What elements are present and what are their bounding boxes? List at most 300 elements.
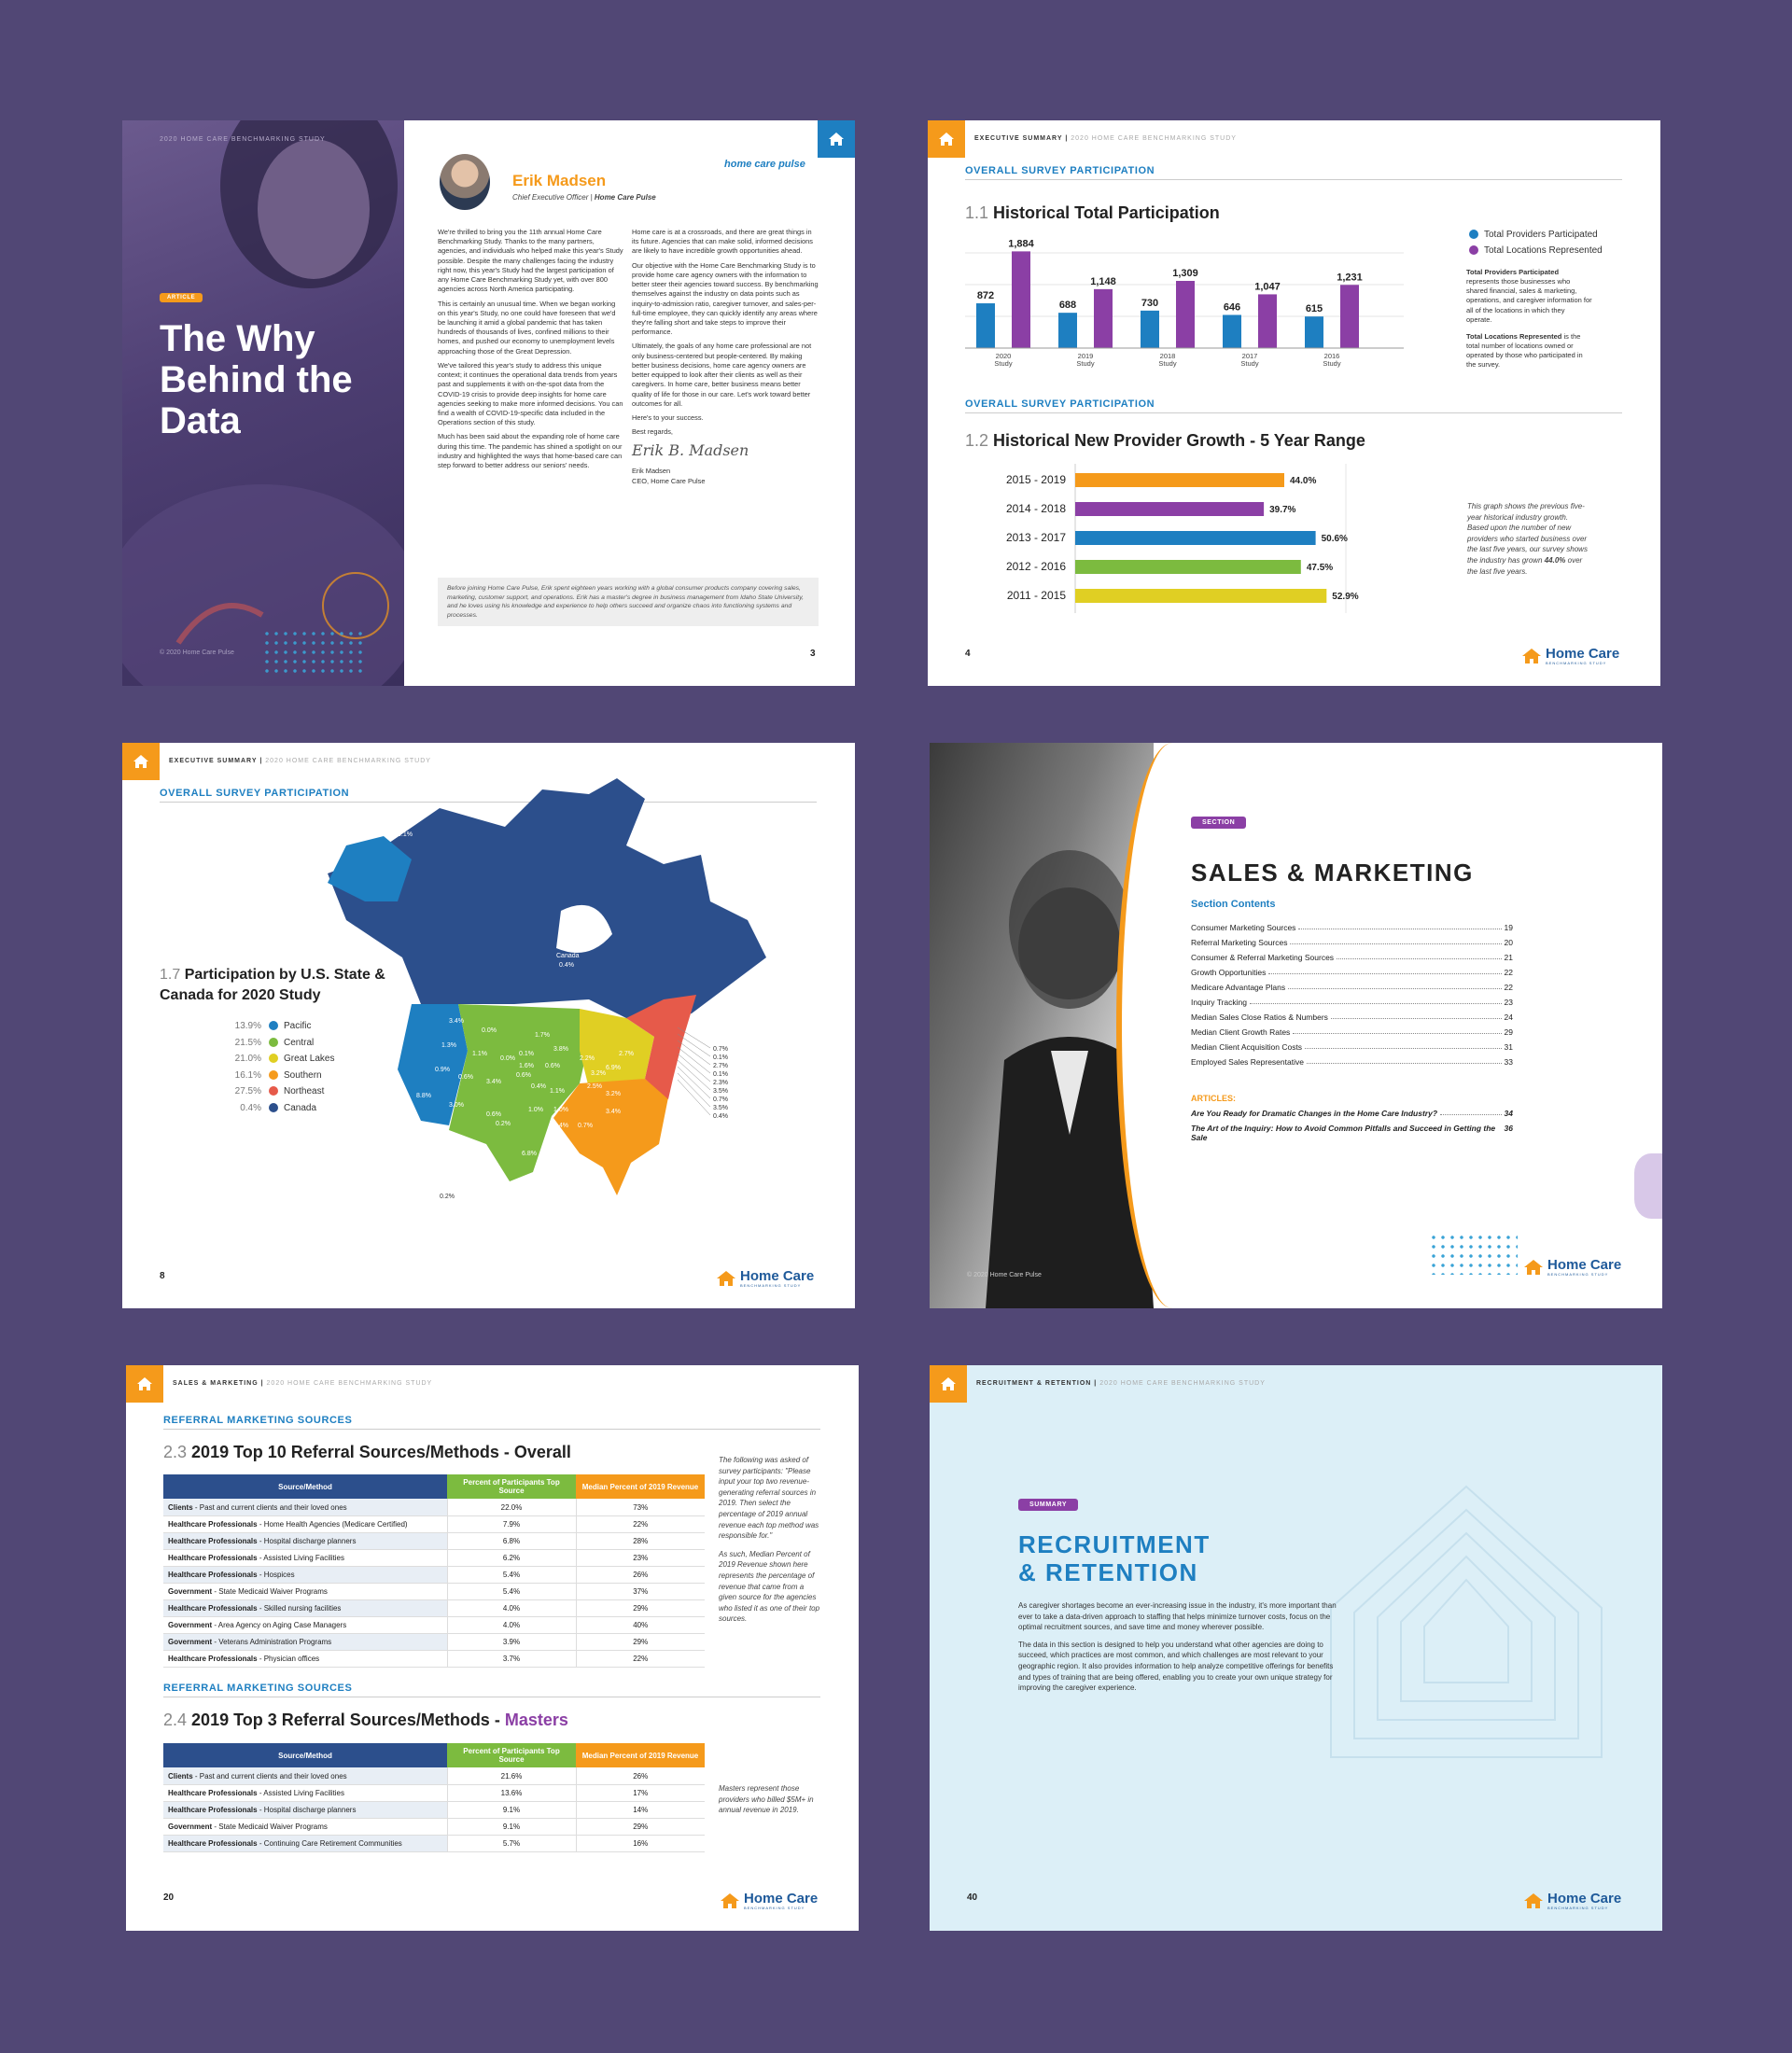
data-label: 1,047: [1254, 281, 1281, 293]
letter-column-2: [632, 228, 819, 486]
legend-label: Northeast: [284, 1086, 325, 1096]
para: Best regards,: [632, 427, 673, 437]
category-label: Study: [1076, 359, 1095, 368]
data-label: 730: [1141, 297, 1159, 309]
summary-badge: SUMMARY: [1018, 1499, 1078, 1511]
category-label: 2012 - 2016: [1005, 560, 1066, 573]
section-label: REFERRAL MARKETING SOURCES: [163, 1415, 353, 1426]
source-cell: Healthcare Professionals - Hospital discharge planners: [163, 1801, 447, 1818]
bar: [1058, 313, 1077, 348]
toc-title: Consumer & Referral Marketing Sources: [1191, 953, 1335, 962]
median-cell: 23%: [576, 1549, 705, 1566]
category-label: 2013 - 2017: [1005, 531, 1066, 544]
data-label: 52.9%: [1332, 592, 1359, 602]
bar: [1340, 285, 1359, 348]
brand-sub: BENCHMARKING STUDY: [1546, 661, 1607, 665]
article-badge: ARTICLE: [160, 293, 203, 302]
col-median: Median Percent of 2019 Revenue: [576, 1743, 705, 1767]
map-label: 6.8%: [522, 1151, 537, 1157]
home-icon-badge: [930, 1365, 967, 1403]
legend-item: [230, 1100, 334, 1117]
title-text: Historical Total Participation: [993, 203, 1220, 222]
table-row: [163, 1566, 705, 1583]
copyright: © 2020 Home Care Pulse: [967, 1272, 1042, 1278]
toc-leader: [1337, 953, 1501, 959]
chart-title-2: [965, 431, 1365, 451]
house-logo-icon: [1523, 1892, 1544, 1909]
study-label: 2020 HOME CARE BENCHMARKING STUDY: [160, 136, 326, 143]
toc-leader: [1305, 1042, 1501, 1049]
header-study: 2020 HOME CARE BENCHMARKING STUDY: [1099, 1380, 1266, 1387]
central-region: [449, 1004, 589, 1181]
dots-pattern: [1429, 1233, 1518, 1275]
leader-line: [678, 1060, 710, 1090]
signer-name: Erik Madsen: [632, 467, 671, 476]
toc-page: 19: [1504, 923, 1513, 932]
legend-item: [230, 1035, 334, 1052]
data-label: 47.5%: [1306, 563, 1334, 573]
legend-label: Great Lakes: [284, 1054, 335, 1064]
median-cell: 26%: [576, 1767, 705, 1784]
house-icon: [938, 132, 955, 147]
def-1-bold: Total Providers Participated: [1466, 268, 1560, 276]
leader-line: [678, 1047, 710, 1073]
author-name: Erik Madsen: [512, 172, 607, 189]
title-num: 1.7: [160, 967, 181, 983]
toc-page: 21: [1504, 953, 1513, 962]
home-icon-badge: [126, 1365, 163, 1403]
col-median: Median Percent of 2019 Revenue: [576, 1474, 705, 1499]
page-header: EXECUTIVE SUMMARY | 2020 HOME CARE BENCHMARKING STUDY: [974, 135, 1237, 142]
ne-state-label: 0.7%: [713, 1046, 728, 1053]
chart2-caption: [1467, 501, 1589, 577]
hcp-logo: home care pulse: [724, 159, 805, 170]
house-logo-icon: [716, 1270, 736, 1287]
data-label: 1,231: [1337, 272, 1363, 284]
bar: [1305, 316, 1323, 348]
percent-cell: 22.0%: [447, 1499, 576, 1515]
table-row: [163, 1818, 705, 1835]
brand-logo: [1523, 1892, 1621, 1910]
toc-leader: [1440, 1109, 1501, 1115]
title-num: 1.1: [965, 203, 989, 222]
map-label: 0.4%: [531, 1083, 546, 1090]
toc-item[interactable]: [1191, 923, 1513, 932]
referral-table-overall: [163, 1474, 705, 1668]
source-cell: Clients - Past and current clients and their loved ones: [163, 1499, 447, 1515]
map-label: 0.4%: [553, 1123, 568, 1129]
source-cell: Government - State Medicaid Waiver Programs: [163, 1583, 447, 1599]
bar: [1141, 311, 1159, 348]
bar: [1075, 473, 1284, 487]
legend-dot: [1469, 230, 1478, 239]
map-label: 2.5%: [587, 1083, 602, 1090]
table-row: [163, 1835, 705, 1851]
toc-page: 33: [1504, 1057, 1513, 1067]
section-title: SALES & MARKETING: [1191, 859, 1474, 887]
toc-item[interactable]: [1191, 938, 1513, 947]
map-label: 0.0%: [500, 1055, 515, 1062]
toc-page: 36: [1504, 1124, 1513, 1133]
ne-state-label: 0.4%: [713, 1113, 728, 1120]
para: We're thrilled to bring you the 11th annual Home Care Benchmarking Study. Thanks to the many partners, agencies, and individuals who helped make this year's Study possible. Despite the many challenges facing the industry right now, this year's Study had the largest participation of any Home Care Benchmarking Study yet, with over 800 agencies across North America participating.: [438, 228, 623, 294]
source-cell: Government - Area Agency on Aging Case Managers: [163, 1616, 447, 1633]
para: Our objective with the Home Care Benchmarking Study is to provide home care agency owners with the information to better steer their agencies toward success. By benchmarking themselves against the industry on data points such as inquiry-to-admission ratio, caregiver turnover, and sales-per-full-time employee, they can quickly identify any areas where they're falling short and take steps to improve their performance.: [632, 260, 819, 337]
map-label: 1.3%: [441, 1042, 456, 1049]
bar: [976, 303, 995, 348]
map-label: 0.7%: [578, 1123, 593, 1129]
leader-line: [678, 1034, 710, 1056]
region-legend: [230, 1018, 334, 1116]
toc-item[interactable]: [1191, 1057, 1513, 1067]
legend-label: Southern: [284, 1069, 322, 1081]
percent-cell: 3.7%: [447, 1650, 576, 1667]
divider: [965, 412, 1622, 413]
ne-state-label: 2.7%: [713, 1063, 728, 1069]
divider: [163, 1429, 820, 1430]
brand-name: Home Care: [1547, 1257, 1622, 1273]
para: Here's to your success.: [632, 412, 704, 422]
toc-title: Employed Sales Representative: [1191, 1057, 1304, 1067]
brand-sub: BENCHMARKING STUDY: [1547, 1272, 1609, 1277]
ne-state-label: 3.5%: [713, 1088, 728, 1095]
north-america-map: [309, 771, 832, 1256]
house-icon: [828, 132, 845, 147]
source-cell: Clients - Past and current clients and their loved ones: [163, 1767, 447, 1784]
toc-leader: [1298, 923, 1501, 929]
toc-item[interactable]: [1191, 998, 1513, 1007]
brand-logo: [716, 1269, 814, 1288]
section-label: OVERALL SURVEY PARTICIPATION: [160, 788, 350, 799]
percent-cell: 13.6%: [447, 1784, 576, 1801]
map-label: 3.8%: [553, 1046, 568, 1053]
toc-item[interactable]: [1191, 1124, 1513, 1142]
section-contents-label: Section Contents: [1191, 899, 1276, 910]
legend-item: [1469, 243, 1603, 258]
category-label: Study: [1240, 359, 1259, 368]
map-label: 1.7%: [535, 1032, 550, 1039]
median-cell: 17%: [576, 1784, 705, 1801]
chart-title-1: [965, 203, 1220, 223]
map-title: [160, 965, 402, 1005]
house-logo-icon: [1521, 648, 1542, 664]
percent-cell: 5.4%: [447, 1566, 576, 1583]
legend-dot: [269, 1086, 278, 1096]
source-cell: Healthcare Professionals - Hospital discharge planners: [163, 1532, 447, 1549]
map-label: 3.4%: [449, 1018, 464, 1025]
median-cell: 14%: [576, 1801, 705, 1818]
page-number: 4: [965, 649, 971, 659]
section-badge: SECTION: [1191, 817, 1246, 829]
page-8: [122, 743, 855, 1308]
toc-title: Consumer Marketing Sources: [1191, 923, 1296, 932]
para: We've tailored this year's study to address this unique context; it continues the operational data trends from years past and supplements it with on-the-spot data from the COVID-19 crisis to provide deep insights for home care agencies seeking to make more informed decisions. You can find a wealth of COVID-19-specific data included in the Operations section of this study.: [438, 360, 623, 427]
para: Much has been said about the expanding role of home care during this time. The pandemic has shined a spotlight on our industry and highlighted the ways that home-based care can step forward to better address our seniors' needs.: [438, 432, 623, 470]
legend-label: Total Locations Represented: [1484, 245, 1603, 256]
map-label: 1.1%: [472, 1051, 487, 1057]
median-cell: 16%: [576, 1835, 705, 1851]
header-section: RECRUITMENT & RETENTION: [976, 1380, 1092, 1387]
toc-title: Referral Marketing Sources: [1191, 938, 1288, 947]
source-cell: Government - Veterans Administration Programs: [163, 1633, 447, 1650]
legend-item: [230, 1018, 334, 1035]
header-section: SALES & MARKETING: [173, 1380, 259, 1387]
percent-cell: 6.8%: [447, 1532, 576, 1549]
legend-percent: 16.1%: [234, 1069, 261, 1081]
def-1-text: represents those businesses who shared financial, sales & marketing, operations, and caregiver information for all of the locations in which they operate.: [1466, 277, 1592, 324]
header-study: 2020 HOME CARE BENCHMARKING STUDY: [1071, 135, 1237, 142]
growth-bar-chart: [965, 464, 1413, 622]
map-label: 2.2%: [580, 1055, 595, 1062]
toc-title: Median Client Acquisition Costs: [1191, 1042, 1303, 1052]
title-num: 1.2: [965, 431, 989, 450]
brand-name: Home Care: [740, 1268, 815, 1284]
table-body: [163, 1499, 705, 1667]
legend-percent: 0.4%: [240, 1102, 261, 1113]
def-2-bold: Total Locations Represented: [1466, 331, 1562, 341]
toc-leader: [1288, 983, 1501, 989]
referral-table-masters: [163, 1743, 705, 1852]
brand-logo: [1523, 1258, 1621, 1277]
page-header: RECRUITMENT & RETENTION | 2020 HOME CARE BENCHMARKING STUDY: [976, 1380, 1266, 1387]
def-2-text: is the total number of locations owned or operated by those who participated in the survey.: [1466, 331, 1583, 370]
brand-name: Home Care: [1546, 646, 1620, 662]
map-label: 0.1%: [398, 831, 413, 838]
toc-page: 31: [1504, 1042, 1513, 1052]
table-row: [163, 1499, 705, 1515]
chart1-definitions: [1466, 268, 1592, 370]
map-label: 1.1%: [550, 1088, 565, 1095]
percent-cell: 9.1%: [447, 1818, 576, 1835]
category-label: Study: [1323, 359, 1341, 368]
title-text: 2019 Top 3 Referral Sources/Methods -: [191, 1711, 505, 1729]
caption-text: This graph shows the previous five-year historical industry growth. Based upon the number of new providers who started business over the last five years, our survey shows the industry has grown: [1467, 502, 1588, 565]
leader-line: [678, 1067, 710, 1098]
toc-leader: [1293, 1027, 1501, 1034]
map-label: 0.4%: [559, 962, 574, 969]
source-cell: Healthcare Professionals - Continuing Care Retirement Communities: [163, 1835, 447, 1851]
bar: [1258, 294, 1277, 348]
legend-dot: [269, 1070, 278, 1080]
toc-page: 22: [1504, 968, 1513, 977]
chart1-legend: [1469, 227, 1603, 258]
intro-para: As caregiver shortages become an ever-increasing issue in the industry, it's more important than ever to take a data-driven approach to staffing that helps minimize turnover costs, focus on the optimal recruitment sources, and save time and money wherever possible.: [1018, 1601, 1337, 1632]
toc-title: The Art of the Inquiry: How to Avoid Common Pitfalls and Succeed in Getting the Sale: [1191, 1124, 1496, 1142]
map-label: 0.1%: [519, 1051, 534, 1057]
section-label: OVERALL SURVEY PARTICIPATION: [965, 398, 1155, 410]
bar: [1176, 281, 1195, 348]
note-para: As such, Median Percent of 2019 Revenue shown here represents the percentage of revenue that came from a given source for the agencies who listed it as one of their top sources.: [719, 1549, 820, 1624]
toc-item[interactable]: [1191, 953, 1513, 962]
percent-cell: 9.1%: [447, 1801, 576, 1818]
page-4: [928, 120, 1660, 686]
legend-label: Canada: [284, 1102, 317, 1113]
brand-sub: BENCHMARKING STUDY: [1547, 1906, 1609, 1910]
bar: [1075, 502, 1264, 516]
toc-item[interactable]: [1191, 1109, 1513, 1118]
median-cell: 73%: [576, 1499, 705, 1515]
title-line-3: Data: [160, 400, 241, 441]
median-cell: 22%: [576, 1515, 705, 1532]
brand-name: Home Care: [744, 1891, 819, 1906]
brand-logo: [720, 1892, 818, 1910]
toc-item[interactable]: [1191, 1042, 1513, 1052]
category-label: 2017: [1241, 352, 1258, 360]
toc-title: Inquiry Tracking: [1191, 998, 1247, 1007]
legend-percent: 21.0%: [234, 1054, 261, 1064]
map-label: 3.2%: [591, 1070, 606, 1077]
page-number: 3: [810, 649, 816, 659]
data-label: 1,309: [1172, 268, 1198, 280]
toc-item[interactable]: [1191, 983, 1513, 992]
title-text: Historical New Provider Growth - 5 Year Range: [993, 431, 1365, 450]
toc-item[interactable]: [1191, 1013, 1513, 1022]
header-section: EXECUTIVE SUMMARY: [169, 758, 258, 764]
map-label: 0.6%: [458, 1074, 473, 1081]
median-cell: 37%: [576, 1583, 705, 1599]
data-label: 1,884: [1008, 238, 1034, 250]
median-cell: 28%: [576, 1532, 705, 1549]
page-3: [122, 120, 855, 686]
percent-cell: 3.9%: [447, 1633, 576, 1650]
percent-cell: 5.7%: [447, 1835, 576, 1851]
table-body: [163, 1767, 705, 1851]
category-label: 2015 - 2019: [1005, 473, 1066, 486]
table-row: [163, 1532, 705, 1549]
toc-title: Median Sales Close Ratios & Numbers: [1191, 1013, 1328, 1022]
page-header: EXECUTIVE SUMMARY | 2020 HOME CARE BENCHMARKING STUDY: [169, 758, 431, 764]
page-header: SALES & MARKETING | 2020 HOME CARE BENCHMARKING STUDY: [173, 1380, 433, 1387]
leader-line: [678, 1073, 710, 1107]
toc-page: 22: [1504, 983, 1513, 992]
legend-dot: [1469, 245, 1478, 255]
def-1: [1466, 268, 1592, 325]
page-number: 20: [163, 1892, 175, 1903]
home-icon-badge: [818, 120, 855, 158]
bio-box: Before joining Home Care Pulse, Erik spent eighteen years working with a global consumer products company covering sales, marketing, customer support, and operations. Erik has a master's degree in business management from Idaho State University, and he loves using his knowledge and experience to help others succeed and organize chaos into functioning systems and processes.: [438, 578, 819, 626]
dots-pattern: [262, 629, 365, 676]
toc-item[interactable]: [1191, 1027, 1513, 1037]
toc-title: Growth Opportunities: [1191, 968, 1267, 977]
intro-para: The data in this section is designed to help you understand what other agencies are doing to succeed, which practices are most common, and which challenges are most relevant to your geographic region. It also provides information to help analyze competitive offerings for benefits and types of training that are being offered, enabling you to create your own unique strategy for improving the caregiver experience.: [1018, 1640, 1334, 1693]
ne-state-label: 0.7%: [713, 1096, 728, 1103]
data-label: 688: [1058, 300, 1077, 312]
bar: [1094, 289, 1113, 348]
data-label: 615: [1305, 303, 1323, 315]
table-header: [163, 1474, 705, 1499]
toc-leader: [1250, 998, 1502, 1004]
toc-leader: [1268, 968, 1501, 974]
home-icon-badge: [928, 120, 965, 158]
title-text: Participation by U.S. State & Canada for 2020 Study: [160, 967, 385, 1003]
legend-dot: [269, 1054, 278, 1063]
leader-line: [678, 1040, 710, 1065]
col-percent: Percent of Participants Top Source: [447, 1474, 576, 1499]
legend-label: Pacific: [284, 1021, 312, 1031]
map-label: 1.6%: [519, 1063, 534, 1069]
house-icon: [940, 1376, 957, 1391]
toc-page: 29: [1504, 1027, 1513, 1037]
data-label: 39.7%: [1269, 505, 1296, 515]
house-fingerprint-graphic: [1312, 1468, 1620, 1776]
median-cell: 40%: [576, 1616, 705, 1633]
source-cell: Healthcare Professionals - Skilled nursing facilities: [163, 1599, 447, 1616]
house-icon: [136, 1376, 153, 1391]
table-row: [163, 1599, 705, 1616]
category-label: 2020: [995, 352, 1012, 360]
map-label: 2.7%: [619, 1051, 634, 1057]
home-icon-badge: [122, 743, 160, 780]
median-cell: 26%: [576, 1566, 705, 1583]
source-cell: Healthcare Professionals - Home Health Agencies (Medicare Certified): [163, 1515, 447, 1532]
ne-state-label: 0.1%: [713, 1071, 728, 1078]
table-note-2: Masters represent those providers who billed $5M+ in annual revenue in 2019.: [719, 1784, 814, 1815]
page-40: [930, 1365, 1662, 1931]
map-label: 0.6%: [545, 1063, 560, 1069]
table-row: [163, 1616, 705, 1633]
map-label: 3.0%: [449, 1102, 464, 1109]
header-study: 2020 HOME CARE BENCHMARKING STUDY: [265, 758, 431, 764]
page-title: [160, 318, 353, 441]
toc-item[interactable]: [1191, 968, 1513, 977]
source-cell: Healthcare Professionals - Assisted Living Facilities: [163, 1549, 447, 1566]
brand-name: Home Care: [1547, 1891, 1622, 1906]
table-title-1: [163, 1443, 571, 1462]
percent-cell: 21.6%: [447, 1767, 576, 1784]
note-para: The following was asked of survey participants: "Please input your top two revenue-generating referral sources in 2019. Then select the percentage of 2019 annual revenue each top method was responsible for.": [719, 1456, 819, 1541]
ne-state-label: 3.5%: [713, 1105, 728, 1111]
legend-percent: 21.5%: [234, 1037, 261, 1048]
map-label: 0.9%: [435, 1067, 450, 1073]
caption-end: over the last five years.: [1467, 555, 1583, 576]
data-label: 44.0%: [1290, 476, 1317, 486]
legend-item: [230, 1083, 334, 1100]
data-label: 872: [976, 290, 995, 302]
legend-item: [230, 1051, 334, 1068]
toc-page: 24: [1504, 1013, 1513, 1022]
map-label: 0.6%: [516, 1072, 531, 1079]
articles-list: [1191, 1109, 1513, 1148]
bar: [1075, 531, 1316, 545]
table-row: [163, 1801, 705, 1818]
brand-sub: BENCHMARKING STUDY: [740, 1283, 802, 1288]
para: This is certainly an unusual time. When we began working on this year's Study, no one could have foreseen that we'd be launching it amid a global pandemic that has taken hundreds of thousands of lives, confined millions to their homes, and pushed our economy to unemployment levels approaching those of the Great Depression.: [438, 299, 616, 356]
page-number: 40: [967, 1892, 978, 1903]
map-label: 3.4%: [606, 1109, 621, 1115]
table-row: [163, 1767, 705, 1784]
data-label: 1,148: [1090, 275, 1116, 287]
legend-label: Total Providers Participated: [1484, 230, 1598, 240]
data-label: 646: [1223, 301, 1241, 314]
legend-label: Central: [284, 1037, 315, 1048]
header-section: EXECUTIVE SUMMARY: [974, 135, 1063, 142]
brand-logo: [1521, 647, 1619, 665]
source-cell: Healthcare Professionals - Hospices: [163, 1566, 447, 1583]
page-18: [930, 743, 1662, 1308]
section-label: REFERRAL MARKETING SOURCES: [163, 1683, 353, 1694]
map-label: 1.0%: [528, 1107, 543, 1113]
table-row: [163, 1515, 705, 1532]
title-line-1: RECRUITMENT: [1018, 1530, 1211, 1558]
map-label: Canada: [556, 953, 580, 959]
toc-leader: [1290, 938, 1501, 944]
map-label: 0.0%: [482, 1027, 497, 1034]
median-cell: 29%: [576, 1818, 705, 1835]
title-highlight: Masters: [504, 1711, 568, 1729]
leader-line: [678, 1054, 710, 1082]
map-label: 6.9%: [606, 1065, 621, 1071]
role-text: Chief Executive Officer: [512, 193, 589, 202]
